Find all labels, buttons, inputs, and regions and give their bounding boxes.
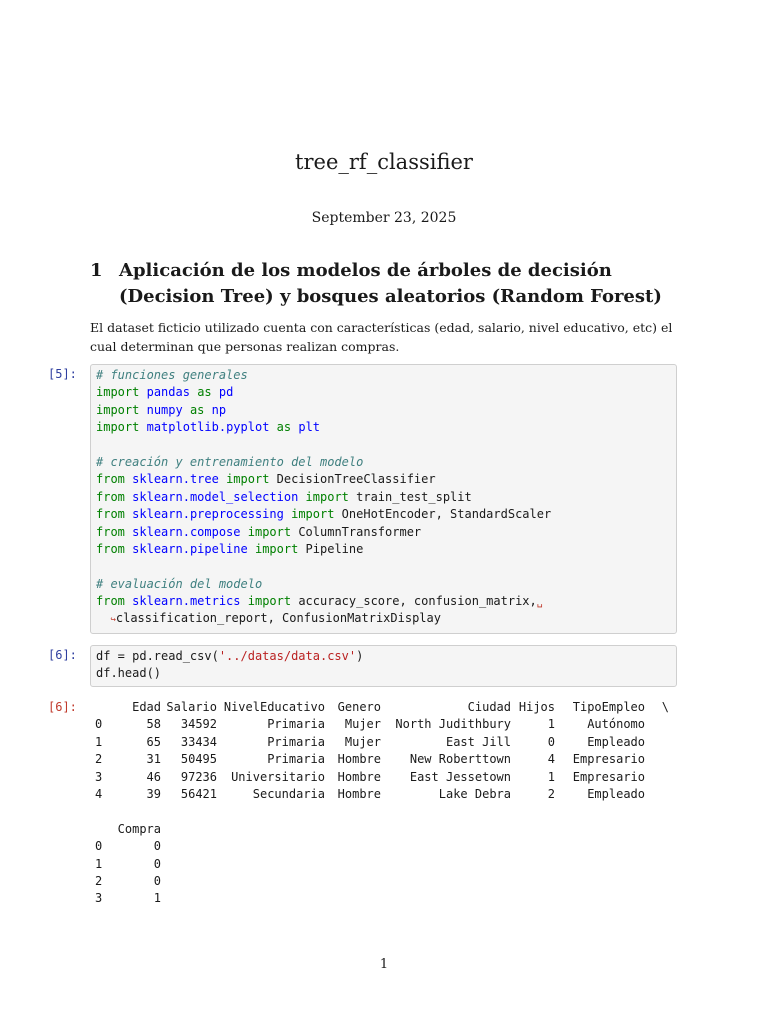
table-cell: 0 xyxy=(95,839,103,854)
table-cell: 33434 xyxy=(180,734,217,749)
code-line xyxy=(96,437,671,454)
table-cell: 56421 xyxy=(180,787,217,802)
table-cell: 39 xyxy=(146,787,161,802)
section-number: 1 xyxy=(90,260,103,281)
table-cell: New Roberttown xyxy=(409,752,511,767)
code-text: df = pd.read_csv( xyxy=(96,649,219,663)
table-cell: Salario xyxy=(166,700,217,714)
output-prompt-6: [6]: xyxy=(48,700,77,714)
table-cell: Mujer xyxy=(344,734,381,749)
table-cell: 3 xyxy=(95,891,103,906)
dataframe-table-continued xyxy=(95,821,161,908)
table-cell: Autónomo xyxy=(587,717,645,732)
table-cell: Empleado xyxy=(587,787,645,802)
table-cell: 0 xyxy=(153,856,161,871)
table-cell: 4 xyxy=(95,787,103,802)
table-cell: TipoEmpleo xyxy=(572,700,645,714)
code-string: '../datas/data.csv' xyxy=(218,649,357,663)
code-line: import matplotlib.pyplot as plt xyxy=(96,420,321,435)
table-cell: 34592 xyxy=(180,717,217,732)
table-cell: 4 xyxy=(547,752,555,767)
table-cell: Hijos xyxy=(518,700,555,714)
table-cell: Genero xyxy=(337,700,381,714)
code-line xyxy=(96,576,671,593)
table-cell: Primaria xyxy=(267,752,325,767)
code-cell-5[interactable] xyxy=(90,364,677,634)
table-cell: Ciudad xyxy=(467,700,511,714)
table-cell: 1 xyxy=(547,717,555,732)
table-row xyxy=(95,769,669,786)
table-cell: Secundaria xyxy=(252,787,325,802)
table-cell: Edad xyxy=(132,700,161,714)
code-text: ) xyxy=(356,649,364,663)
table-cell: Empresario xyxy=(572,752,645,767)
table-cell: Hombre xyxy=(337,787,381,802)
table-cell: Lake Debra xyxy=(438,787,511,802)
code-line: from sklearn.preprocessing import OneHotEncoder, StandardScaler xyxy=(96,507,552,522)
table-cell: Mujer xyxy=(344,717,381,732)
output-dataframe xyxy=(95,699,685,908)
input-prompt-5: [5]: xyxy=(48,367,77,381)
code-line xyxy=(96,367,671,384)
table-cell: 1 xyxy=(95,734,103,749)
table-row xyxy=(95,786,669,803)
table-row xyxy=(95,873,161,890)
table-row xyxy=(95,838,161,855)
code-comment: # evaluación del modelo xyxy=(96,576,263,591)
table-cell: 31 xyxy=(146,752,161,767)
table-cell: 0 xyxy=(547,734,555,749)
section-heading xyxy=(90,258,690,310)
table-cell: 0 xyxy=(153,874,161,889)
table-row xyxy=(95,734,669,751)
table-cell: 0 xyxy=(153,839,161,854)
table-cell: 0 xyxy=(95,717,103,732)
table-cell: NivelEducativo xyxy=(223,700,325,714)
table-cell: Empleado xyxy=(587,734,645,749)
table-cell: 2 xyxy=(547,787,555,802)
table-row xyxy=(95,716,669,733)
code-cell-6[interactable] xyxy=(90,645,677,687)
code-comment: # funciones generales xyxy=(96,368,248,382)
table-cell: Compra xyxy=(117,821,161,836)
table-cell: North Judithbury xyxy=(395,717,511,732)
table-cell: Hombre xyxy=(337,769,381,784)
table-cell: Primaria xyxy=(267,717,325,732)
intro-paragraph: El dataset ficticio utilizado cuenta con características (edad, salario, nivel educativo, etc) el cual determinan que personas realizan compras. xyxy=(90,320,673,354)
table-cell: \ xyxy=(661,700,669,714)
document-title: tree_rf_classifier xyxy=(295,150,473,174)
table-cell: East Jessetown xyxy=(409,769,511,784)
table-cell: Hombre xyxy=(337,752,381,767)
table-cell: 2 xyxy=(95,874,103,889)
table-cell: 46 xyxy=(146,769,161,784)
table-cell: Empresario xyxy=(572,769,645,784)
table-cell: 65 xyxy=(146,734,161,749)
table-row xyxy=(95,890,161,907)
table-cell: 2 xyxy=(95,752,103,767)
table-row xyxy=(95,751,669,768)
table-header-row xyxy=(95,699,669,716)
code-line: from sklearn.model_selection import train_test_split xyxy=(96,489,472,504)
table-cell: 1 xyxy=(547,769,555,784)
dataframe-table xyxy=(95,699,669,803)
line-continuation-icon: ↪ xyxy=(110,615,116,626)
table-cell: East Jill xyxy=(445,734,511,749)
code-line: ↪classification_report, ConfusionMatrixDisplay xyxy=(110,611,441,626)
table-cell: Primaria xyxy=(267,734,325,749)
table-cell xyxy=(95,699,117,716)
table-cell: 1 xyxy=(95,856,103,871)
code-line: from sklearn.tree import DecisionTreeClassifier xyxy=(96,472,436,487)
table-cell: 58 xyxy=(146,717,161,732)
code-line xyxy=(96,558,671,575)
code-line: df.head() xyxy=(96,666,162,681)
section-title: Aplicación de los modelos de árboles de decisión (Decision Tree) y bosques aleatorios (Random Forest) xyxy=(119,260,662,307)
table-cell xyxy=(95,821,117,838)
document-date: September 23, 2025 xyxy=(311,210,457,226)
code-line: import numpy as np xyxy=(96,402,227,417)
table-header-row xyxy=(95,821,161,838)
table-cell: 50495 xyxy=(180,752,217,767)
code-line xyxy=(96,454,671,471)
line-wrap-icon: ␣ xyxy=(536,597,543,609)
code-comment: # creación y entrenamiento del modelo xyxy=(96,454,364,469)
table-row xyxy=(95,856,161,873)
code-line: from sklearn.pipeline import Pipeline xyxy=(96,541,364,556)
code-line: import pandas as pd xyxy=(96,385,234,400)
page-number: 1 xyxy=(379,957,389,972)
code-line xyxy=(96,648,671,665)
table-cell: 3 xyxy=(95,769,103,784)
table-cell: 1 xyxy=(153,891,161,906)
table-cell: Universitario xyxy=(231,769,325,784)
code-line: from sklearn.compose import ColumnTransformer xyxy=(96,524,422,539)
table-cell: 97236 xyxy=(180,769,217,784)
input-prompt-6: [6]: xyxy=(48,648,77,662)
code-line: from sklearn.metrics import accuracy_score, confusion_matrix,␣ xyxy=(96,594,543,609)
